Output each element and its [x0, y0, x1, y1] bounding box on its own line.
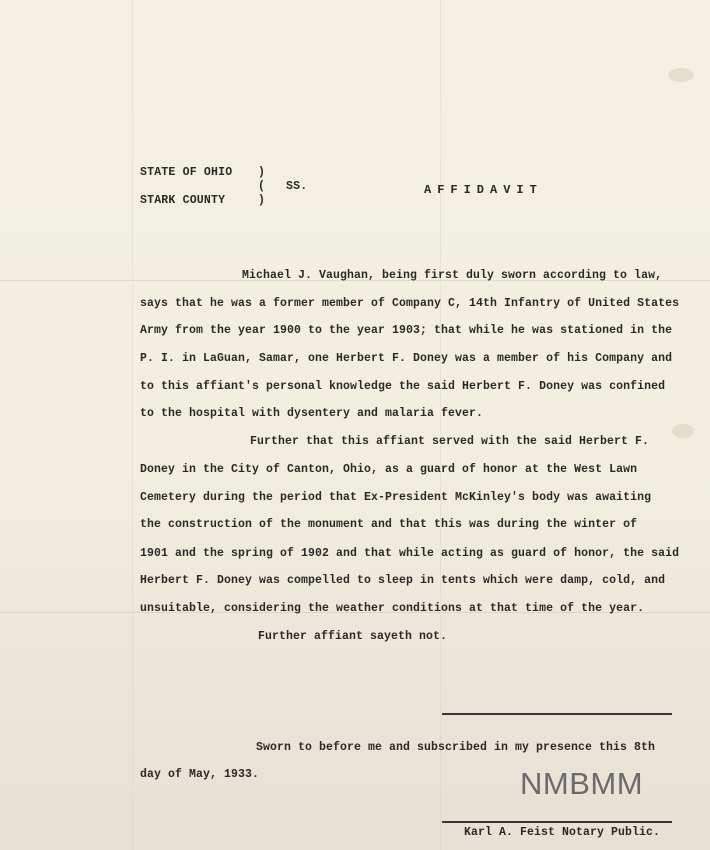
paper-stain	[672, 424, 694, 438]
text-line: Herbert F. Doney was compelled to sleep in tents which were damp, cold, and	[140, 574, 666, 587]
document-title: AFFIDAVIT	[424, 183, 543, 197]
text-line: Army from the year 1900 to the year 1903; that while he was stationed in the	[140, 324, 673, 337]
notary-signature-line	[442, 821, 672, 823]
text-line: the construction of the monument and that this was during the winter of	[140, 518, 638, 531]
text-line: P. I. in LaGuan, Samar, one Herbert F. Doney was a member of his Company and	[140, 352, 673, 365]
paper-crease	[132, 0, 133, 850]
watermark-logo: NMBMM	[520, 766, 644, 801]
venue-state: STATE OF OHIO	[140, 166, 233, 179]
text-line: to this affiant's personal knowledge the said Herbert F. Doney was confined	[140, 380, 666, 393]
text-line: unsuitable, considering the weather conditions at that time of the year.	[140, 602, 645, 615]
venue-ss: SS.	[286, 180, 308, 193]
venue-bracket-top: )	[258, 166, 266, 179]
text-line: to the hospital with dysentery and malaria fever.	[140, 407, 484, 420]
text-line: Doney in the City of Canton, Ohio, as a guard of honor at the West Lawn	[140, 463, 638, 476]
text-line: says that he was a former member of Company C, 14th Infantry of United States	[140, 297, 680, 310]
paper-stain	[668, 68, 694, 82]
venue-bracket-mid: (	[258, 180, 266, 193]
text-line: 1901 and the spring of 1902 and that while acting as guard of honor, the said	[140, 547, 680, 560]
venue-bracket-bottom: )	[258, 194, 266, 207]
venue-county: STARK COUNTY	[140, 194, 226, 207]
text-line: Michael J. Vaughan, being first duly sworn according to law,	[242, 269, 663, 282]
notary-signature: Karl A. Feist Notary Public.	[464, 826, 661, 839]
paper-crease	[440, 0, 441, 850]
closing-statement: Further affiant sayeth not.	[258, 630, 448, 643]
jurat-line-1: Sworn to before me and subscribed in my presence this 8th	[256, 741, 656, 754]
jurat-line-2: day of May, 1933.	[140, 768, 260, 781]
text-line: Further that this affiant served with the said Herbert F.	[250, 435, 650, 448]
affiant-signature-line	[442, 713, 672, 715]
text-line: Cemetery during the period that Ex-President McKinley's body was awaiting	[140, 491, 652, 504]
